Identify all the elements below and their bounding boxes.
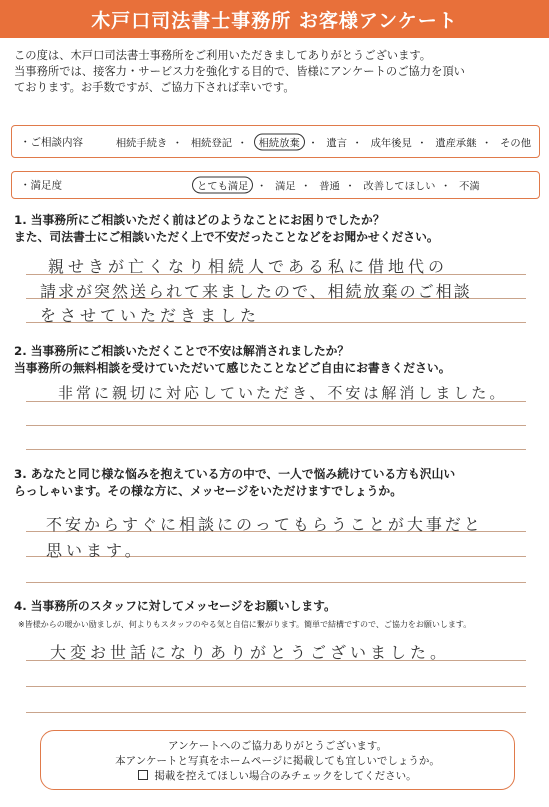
footer-opt-out-text: 掲載を控えてほしい場合のみチェックをしてください。 xyxy=(154,770,417,782)
intro-line: この度は、木戸口司法書士事務所をご利用いただきましてありがとうございます。 xyxy=(14,49,432,62)
satisfaction-box xyxy=(11,171,540,199)
footer-box xyxy=(40,730,515,790)
answer-rule xyxy=(26,712,526,713)
survey-title: 木戸口司法書士事務所 お客様アンケート xyxy=(91,9,458,32)
answer-rule xyxy=(26,425,526,426)
consultation-options: 相続手続き ・ 相続登記 ・ 相続放棄 ・ 遺言 ・ 成年後見 ・ 遺産承継 ・ その他 xyxy=(114,133,533,150)
option-souzoku-tetsuzuki[interactable]: 相続手続き xyxy=(115,137,168,149)
satisfaction-options: とても満足 ・ 満足 ・ 普通 ・ 改善してほしい ・ 不満 xyxy=(192,177,482,194)
footer-opt-out xyxy=(41,769,514,784)
answer-rule xyxy=(26,686,526,687)
question-text: 当事務所にご相談いただくことで不安は解消されましたか？ xyxy=(30,344,350,358)
option-yuigon[interactable]: 遺言 xyxy=(326,137,347,149)
question-text: 当事務所の無料相談を受けていただいて感じたことなどご自由にお書きください。 xyxy=(14,361,451,375)
question-number: 2. xyxy=(14,344,27,358)
option-sonota[interactable]: その他 xyxy=(500,137,531,149)
option-manzoku[interactable]: 満足 xyxy=(275,180,296,193)
option-fuman[interactable]: 不満 xyxy=(459,180,480,193)
option-isan-shoukei[interactable]: 遺産承継 xyxy=(435,137,477,149)
handwritten-answer-line: 不安からすぐに相談にのってもらうことが大事だと xyxy=(46,515,483,534)
intro-line: 当事務所では、接客力・サービス力を強化する目的で、皆様にアンケートのご協力を頂い xyxy=(14,65,465,78)
handwritten-answer-line: 非常に親切に対応していただき、不安は解消しました。 xyxy=(58,384,508,402)
question-number: 3. xyxy=(14,467,27,481)
footer-thanks: アンケートへのご協力ありがとうございます。 xyxy=(167,740,388,752)
option-kaizen[interactable]: 改善してほしい xyxy=(363,180,436,193)
question-text: あなたと同じ様な悩みを抱えている方の中で、一人で悩み続けている方も沢山い xyxy=(30,467,456,481)
question-number: 4. xyxy=(14,599,27,613)
handwritten-answer-line: 大変お世話になりありがとうございました。 xyxy=(50,643,451,662)
question-3 xyxy=(14,466,534,500)
question-text: 当事務所にご相談いただく前はどのようなことにお困りでしたか？ xyxy=(30,213,385,227)
option-seinen-kouken[interactable]: 成年後見 xyxy=(370,137,412,149)
consultation-label: ・ご相談内容 xyxy=(20,136,83,148)
question-number: 1. xyxy=(14,213,27,227)
option-souzoku-touki[interactable]: 相続登記 xyxy=(190,137,233,149)
handwritten-answer-line: 思います。 xyxy=(46,541,145,560)
footer-publish-question: 本アンケートと写真をホームページに掲載しても宜しいでしょうか。 xyxy=(115,755,440,767)
option-futsuu[interactable]: 普通 xyxy=(319,180,340,193)
handwritten-answer-line: 請求が突然送られて来ましたので、相続放棄のご相談 xyxy=(40,282,472,301)
question-2 xyxy=(14,343,534,377)
intro-line: ております。お手数ですが、ご協力下されば幸いです。 xyxy=(14,81,295,94)
question-text: 当事務所のスタッフに対してメッセージをお願いします。 xyxy=(30,599,336,613)
question-text: らっしゃいます。その様な方に、メッセージをいただけますでしょうか。 xyxy=(14,484,403,498)
option-souzoku-houki-selected[interactable]: 相続放棄 xyxy=(254,133,305,150)
answer-rule xyxy=(26,582,526,583)
handwritten-answer-line: 親せきが亡くなり相続人である私に借地代の xyxy=(48,257,449,276)
consultation-box xyxy=(11,125,540,158)
satisfaction-label: ・満足度 xyxy=(20,179,62,192)
question-4 xyxy=(14,598,534,615)
survey-header xyxy=(0,0,549,38)
opt-out-checkbox[interactable] xyxy=(138,770,148,780)
answer-rule xyxy=(26,449,526,450)
question-text: また、司法書士にご相談いただく上で不安だったことなどをお聞かせください。 xyxy=(14,230,439,244)
question-1 xyxy=(14,212,534,246)
handwritten-answer-line: をさせていただきました xyxy=(40,306,261,325)
option-totemo-manzoku-selected[interactable]: とても満足 xyxy=(192,177,253,194)
intro-text xyxy=(14,48,539,96)
question-4-note: ※皆様からの暖かい励ましが、何よりもスタッフのやる気と自信に繋がります。簡単で結構ですので、ご協力をお願いします。 xyxy=(18,620,472,629)
